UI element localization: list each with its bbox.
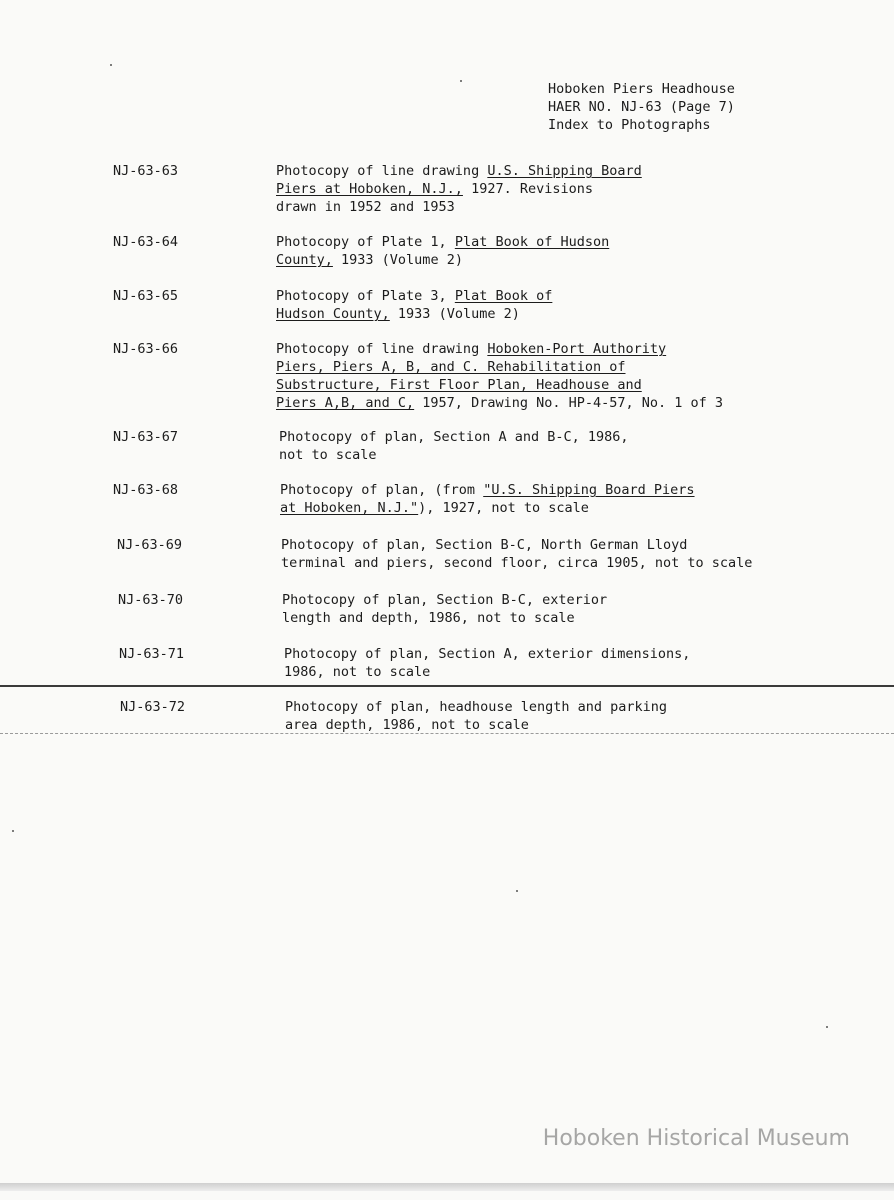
description-text: Photocopy of plan, Section A and B-C, 1986, xyxy=(279,429,629,445)
description-line xyxy=(276,358,723,376)
description-line xyxy=(276,287,552,305)
description-line xyxy=(284,663,690,681)
photo-description xyxy=(276,162,642,216)
description-line xyxy=(279,446,629,464)
photo-id: NJ-63-69 xyxy=(117,537,183,553)
description-line xyxy=(276,251,609,269)
photo-id: NJ-63-65 xyxy=(113,288,179,304)
description-line xyxy=(276,162,642,180)
underlined-title: Piers at Hoboken, N.J., xyxy=(276,181,463,197)
photo-id: NJ-63-66 xyxy=(113,341,179,357)
scan-speck xyxy=(460,80,462,82)
description-text: 1957, Drawing No. HP-4-57, No. 1 of 3 xyxy=(414,395,724,411)
underlined-title: Plat Book of xyxy=(454,288,553,304)
description-line xyxy=(285,698,667,716)
underlined-title: at Hoboken, N.J." xyxy=(280,500,419,516)
scan-bottom-edge xyxy=(0,1183,894,1191)
scan-speck xyxy=(12,830,14,832)
header-title: Hoboken Piers Headhouse xyxy=(548,81,735,97)
photo-description xyxy=(276,287,552,323)
museum-watermark: Hoboken Historical Museum xyxy=(542,1126,850,1151)
description-text: Photocopy of line drawing xyxy=(276,163,488,179)
description-line xyxy=(285,716,667,734)
description-text: Photocopy of Plate 3, xyxy=(276,288,455,304)
underlined-title: "U.S. Shipping Board Piers xyxy=(483,482,695,498)
description-text: Photocopy of Plate 1, xyxy=(276,234,455,250)
description-line xyxy=(280,481,695,499)
description-text: Photocopy of plan, Section B-C, North German Lloyd xyxy=(281,537,688,553)
description-text: drawn in 1952 and 1953 xyxy=(276,199,455,215)
description-text: 1933 (Volume 2) xyxy=(332,252,463,268)
photo-id: NJ-63-68 xyxy=(113,482,179,498)
description-text: 1927. Revisions xyxy=(462,181,593,197)
underlined-title: Piers A,B, and C, xyxy=(276,395,415,411)
description-line xyxy=(276,198,642,216)
description-text: Photocopy of plan, Section A, exterior dimensions, xyxy=(284,646,691,662)
underlined-title: Hoboken-Port Authority xyxy=(487,341,667,357)
description-line xyxy=(281,554,752,572)
description-line xyxy=(279,428,629,446)
photo-description xyxy=(279,428,629,464)
underlined-title: Substructure, First Floor Plan, Headhouse and xyxy=(276,377,642,393)
photo-description xyxy=(276,340,723,412)
photocopy-fold-line xyxy=(0,685,894,687)
description-line xyxy=(284,645,690,663)
description-text: Photocopy of line drawing xyxy=(276,341,488,357)
description-text: area depth, 1986, not to scale xyxy=(285,717,529,733)
description-text: Photocopy of plan, Section B-C, exterior xyxy=(282,592,608,608)
description-text: not to scale xyxy=(279,447,377,463)
photo-description xyxy=(284,645,690,681)
description-line xyxy=(282,591,607,609)
description-line xyxy=(281,536,752,554)
photo-description xyxy=(276,233,609,269)
description-line xyxy=(282,609,607,627)
scan-speck xyxy=(516,890,518,892)
header-haer-number: HAER NO. NJ-63 (Page 7) xyxy=(548,99,735,115)
photocopy-edge-line xyxy=(0,733,894,734)
photo-id: NJ-63-63 xyxy=(113,163,179,179)
underlined-title: Piers, Piers A, B, and C. Rehabilitation of xyxy=(276,359,626,375)
photo-id: NJ-63-67 xyxy=(113,429,179,445)
description-text: 1933 (Volume 2) xyxy=(389,306,520,322)
scan-speck xyxy=(826,1026,828,1028)
photo-description xyxy=(285,698,667,734)
description-text: 1986, not to scale xyxy=(284,664,431,680)
photo-description xyxy=(281,536,752,572)
description-line xyxy=(276,233,609,251)
description-text: Photocopy of plan, (from xyxy=(280,482,484,498)
description-line xyxy=(276,394,723,412)
description-text: Photocopy of plan, headhouse length and parking xyxy=(285,699,668,715)
description-line xyxy=(276,376,723,394)
photo-id: NJ-63-70 xyxy=(118,592,184,608)
underlined-title: U.S. Shipping Board xyxy=(487,163,642,179)
photo-description xyxy=(280,481,695,517)
description-line xyxy=(280,499,695,517)
photo-id: NJ-63-72 xyxy=(120,699,186,715)
description-line xyxy=(276,305,552,323)
underlined-title: County, xyxy=(276,252,333,268)
photo-id: NJ-63-64 xyxy=(113,234,179,250)
photo-description xyxy=(282,591,607,627)
document-header xyxy=(548,80,735,134)
description-line xyxy=(276,340,723,358)
scan-speck xyxy=(110,64,112,66)
description-text: length and depth, 1986, not to scale xyxy=(282,610,575,626)
description-line xyxy=(276,180,642,198)
description-text: ), 1927, not to scale xyxy=(418,500,589,516)
header-subtitle: Index to Photographs xyxy=(548,117,711,133)
photo-id: NJ-63-71 xyxy=(119,646,185,662)
underlined-title: Plat Book of Hudson xyxy=(454,234,610,250)
underlined-title: Hudson County, xyxy=(276,306,390,322)
description-text: terminal and piers, second floor, circa 1905, not to scale xyxy=(281,555,753,571)
